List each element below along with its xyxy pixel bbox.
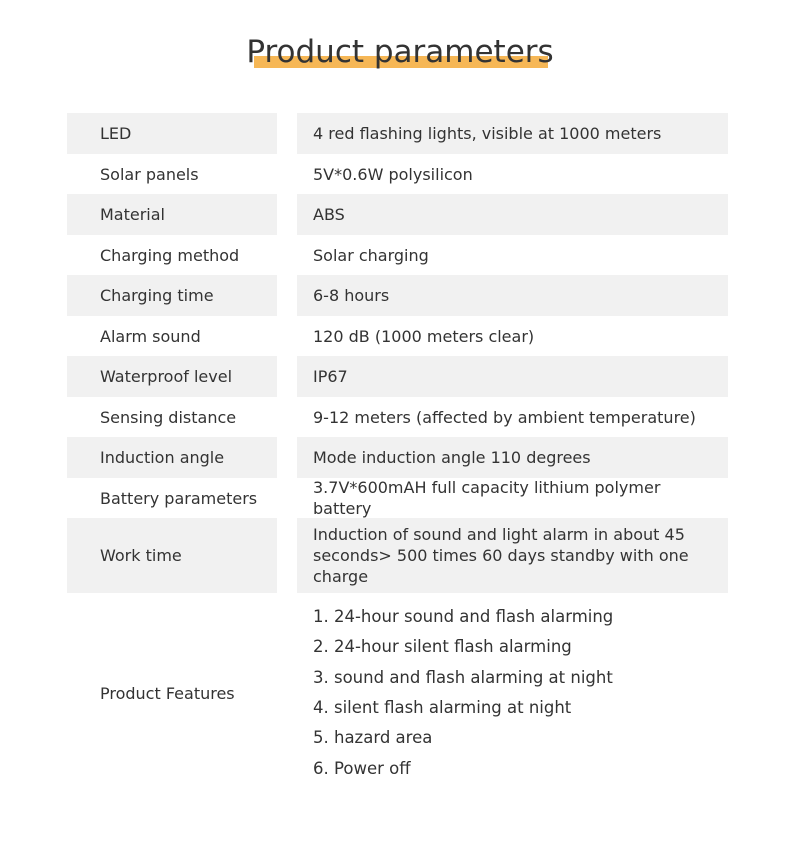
list-item: 3. sound and flash alarming at night — [313, 667, 613, 687]
list-item: 2. 24-hour silent flash alarming — [313, 637, 572, 657]
row-led — [67, 113, 728, 154]
row-sensing-distance — [67, 397, 728, 437]
page-title: Product parameters — [246, 34, 554, 70]
row-solar-panels — [67, 154, 728, 194]
param-value: 3.7V*600mAH full capacity lithium polymer battery — [313, 478, 661, 518]
list-item: 6. Power off — [313, 758, 411, 778]
param-value: 5V*0.6W polysilicon — [313, 164, 473, 184]
list-item: 1. 24-hour sound and flash alarming — [313, 607, 614, 627]
row-material — [67, 194, 728, 235]
param-value: IP67 — [297, 356, 728, 397]
param-label: Waterproof level — [67, 356, 277, 397]
parameters-table — [67, 113, 728, 793]
param-label: Product Features — [100, 683, 235, 703]
param-label: Charging method — [100, 245, 240, 265]
param-label: Work time — [67, 518, 277, 593]
row-alarm-sound — [67, 316, 728, 356]
param-value: 4 red flashing lights, visible at 1000 meters — [297, 113, 728, 154]
row-product-features — [67, 593, 728, 793]
features-cell — [297, 593, 728, 793]
param-value: 6-8 hours — [297, 275, 728, 316]
param-value: Solar charging — [313, 245, 429, 265]
param-value: Mode induction angle 110 degrees — [297, 437, 728, 478]
param-label: Charging time — [67, 275, 277, 316]
param-value: Induction of sound and light alarm in about 45 seconds> 500 times 60 days standby with one charge — [297, 518, 728, 593]
list-item: 5. hazard area — [313, 728, 433, 748]
param-value: 9-12 meters (affected by ambient temperature) — [313, 407, 696, 427]
features-list — [313, 602, 613, 784]
list-item: 4. silent flash alarming at night — [313, 698, 572, 717]
param-label: Battery parameters — [100, 488, 258, 508]
param-value: ABS — [297, 194, 728, 235]
row-induction-angle — [67, 437, 728, 478]
row-charging-method — [67, 235, 728, 275]
row-waterproof-level — [67, 356, 728, 397]
param-label: LED — [67, 113, 277, 154]
param-label: Sensing distance — [100, 407, 237, 427]
param-label: Alarm sound — [100, 326, 201, 346]
title-container — [0, 30, 800, 74]
param-label: Material — [67, 194, 277, 235]
param-value: 120 dB (1000 meters clear) — [313, 326, 535, 346]
param-label: Induction angle — [67, 437, 277, 478]
row-battery-parameters — [67, 478, 728, 518]
param-label: Solar panels — [100, 164, 199, 184]
row-work-time — [67, 518, 728, 593]
row-charging-time — [67, 275, 728, 316]
